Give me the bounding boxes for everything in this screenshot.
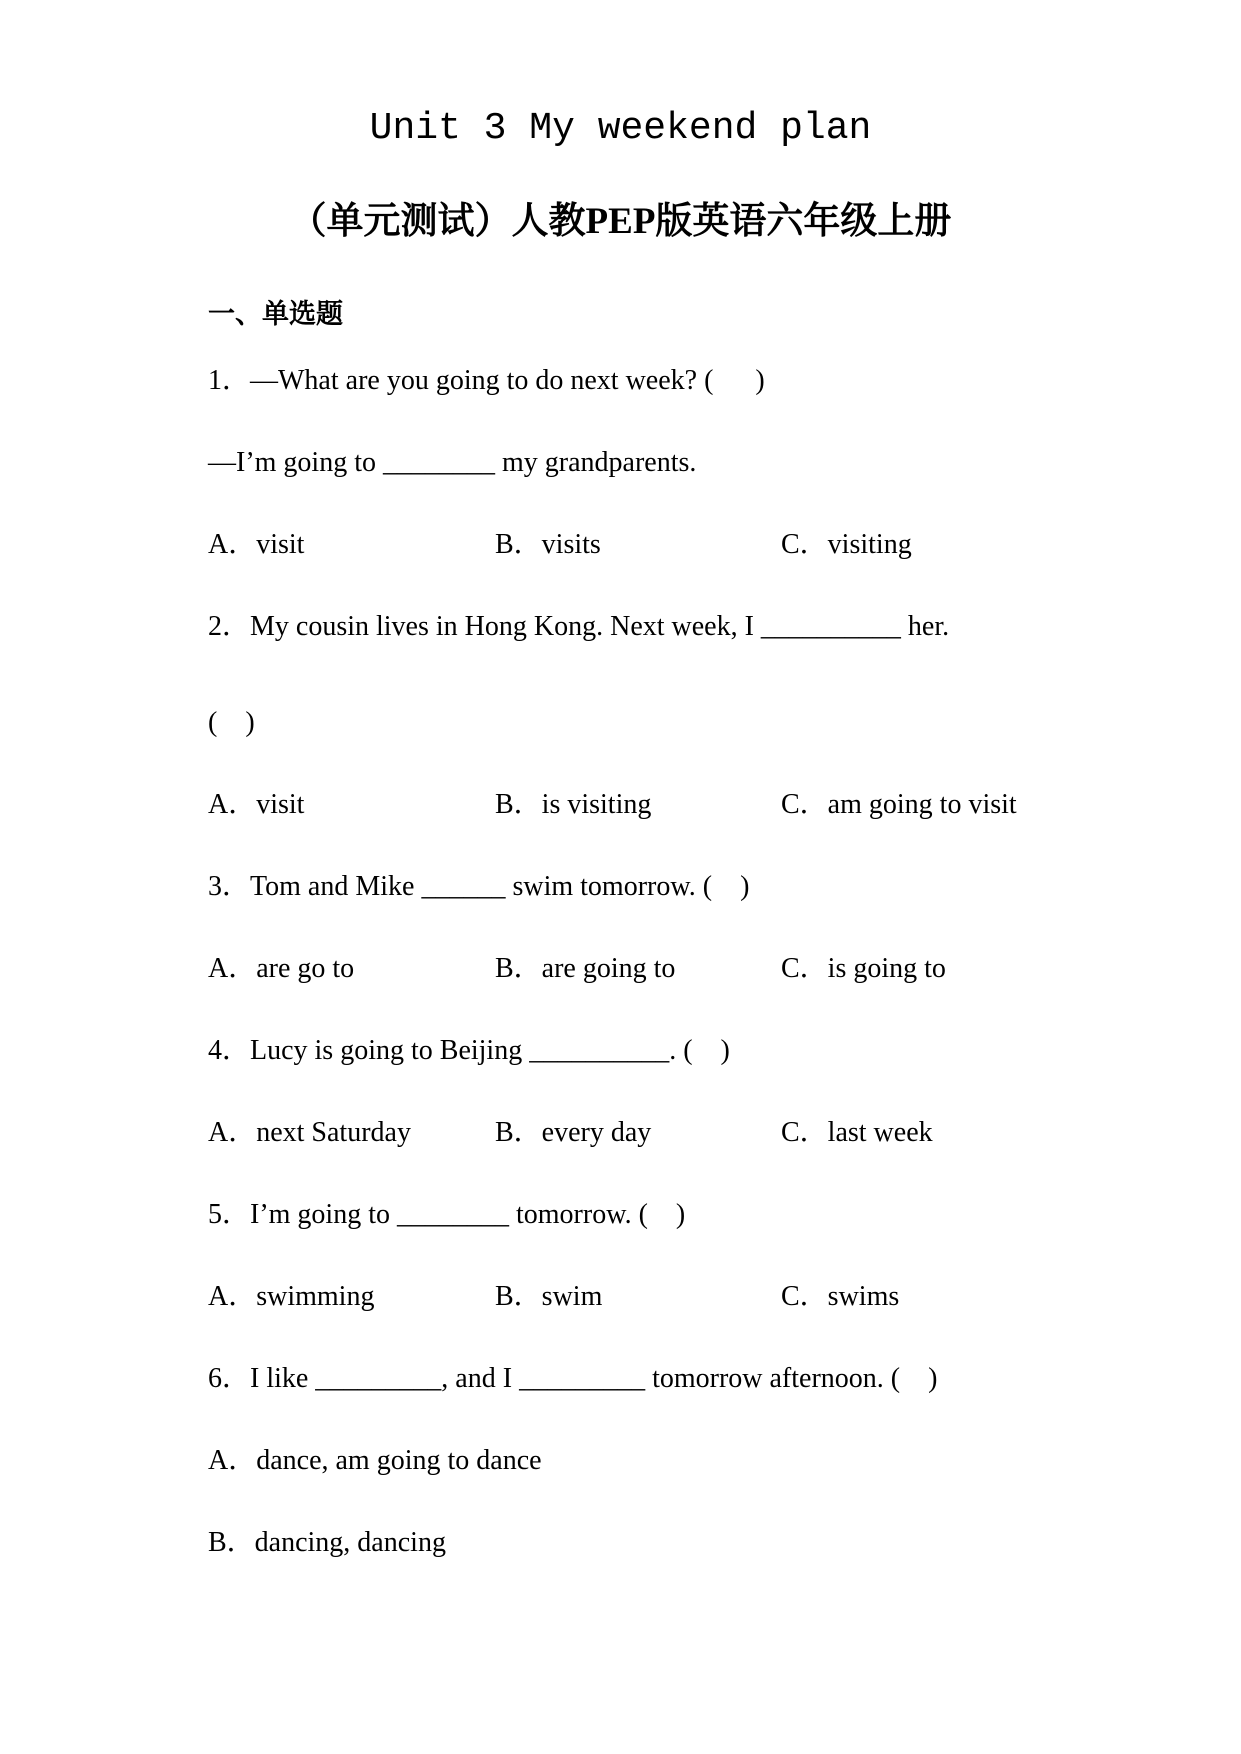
question-3-option-c: C．is going to (781, 953, 946, 984)
question-2-option-a: A．visit (208, 789, 305, 820)
question-2-option-b: B．is visiting (495, 789, 652, 820)
question-6-option-b: B．dancing, dancing (208, 1527, 446, 1558)
question-4-option-b: B．every day (495, 1117, 652, 1148)
question-5-option-c: C．swims (781, 1281, 900, 1312)
question-2-answer-bracket: ( ) (208, 707, 255, 738)
section-heading: 一、单选题 (208, 299, 343, 329)
question-3-stem: 3．Tom and Mike ______ swim tomorrow. ( ) (208, 871, 750, 902)
question-4-stem: 4．Lucy is going to Beijing __________. ( ) (208, 1035, 730, 1066)
document-title: Unit 3 My weekend plan (369, 107, 872, 150)
question-5-option-a: A．swimming (208, 1281, 375, 1312)
question-1-stem: 1．—What are you going to do next week? ( ) (208, 365, 765, 396)
question-5-stem: 5．I’m going to ________ tomorrow. ( ) (208, 1199, 686, 1230)
question-3-option-b: B．are going to (495, 953, 676, 984)
question-2-option-c: C．am going to visit (781, 789, 1017, 820)
question-4-option-a: A．next Saturday (208, 1117, 411, 1148)
question-1-option-b: B．visits (495, 529, 601, 560)
question-2-stem: 2．My cousin lives in Hong Kong. Next week, I __________ her. (208, 611, 950, 642)
question-1-option-a: A．visit (208, 529, 305, 560)
question-6-option-a: A．dance, am going to dance (208, 1445, 542, 1476)
document-subtitle: （单元测试）人教PEP版英语六年级上册 (289, 201, 952, 242)
question-3-option-a: A．are go to (208, 953, 355, 984)
question-4-option-c: C．last week (781, 1117, 933, 1148)
question-6-stem: 6．I like _________, and I _________ tomorrow afternoon. ( ) (208, 1363, 938, 1394)
question-5-option-b: B．swim (495, 1281, 603, 1312)
question-1-response: —I’m going to ________ my grandparents. (208, 447, 697, 478)
question-1-option-c: C．visiting (781, 529, 912, 560)
